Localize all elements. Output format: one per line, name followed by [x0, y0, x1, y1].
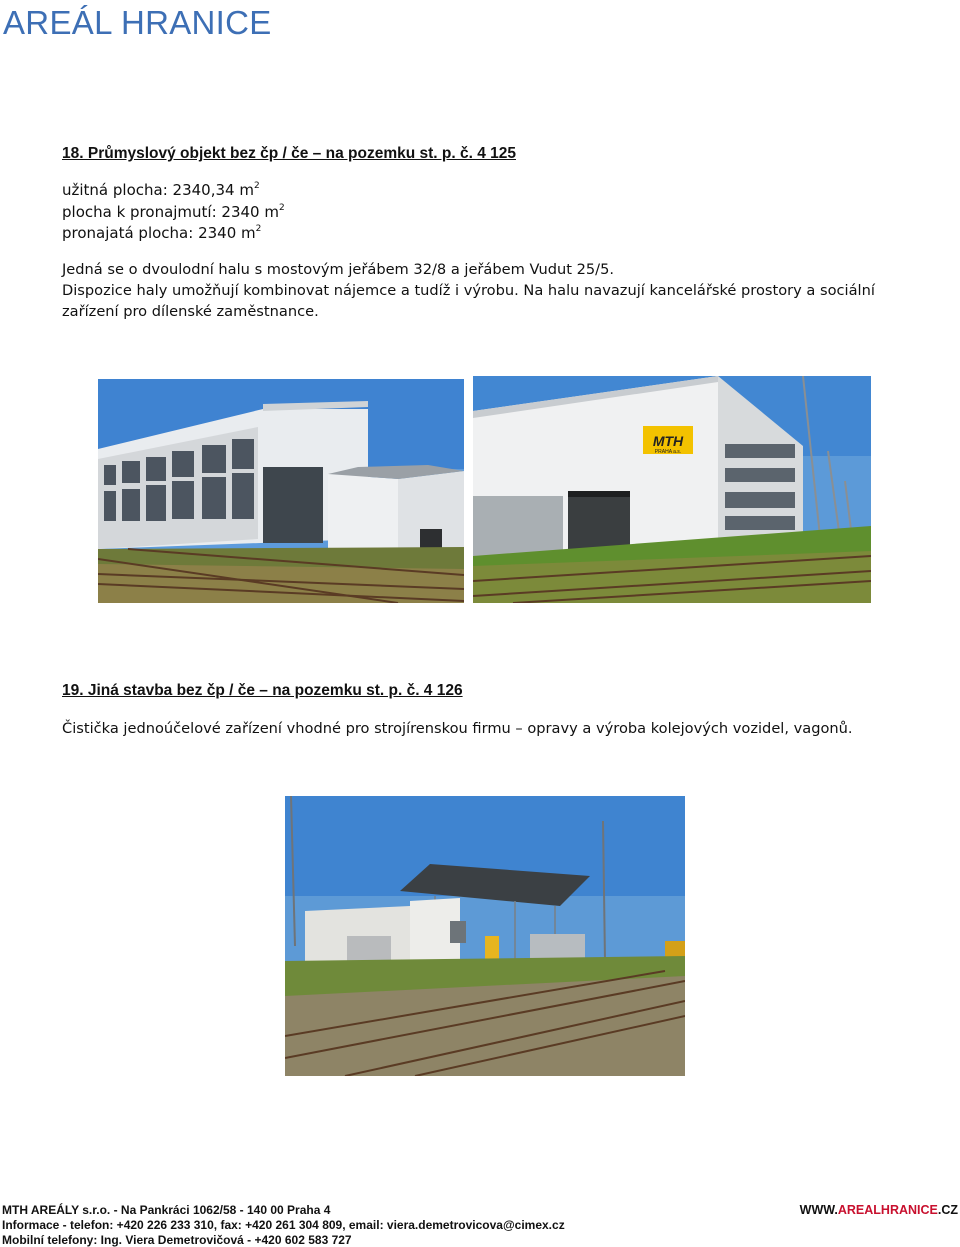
footer-mobile-phones: Mobilní telefony: Ing. Viera Demetrovičová - +420 602 583 727 — [2, 1233, 352, 1247]
mth-logo: MTH — [652, 433, 684, 449]
document-title: AREÁL HRANICE — [3, 4, 272, 41]
footer-address: MTH AREÁLY s.r.o. - Na Pankráci 1062/58 - 140 00 Praha 4 — [2, 1203, 331, 1217]
area-rented: pronajatá plocha: 2340 $m^2$ — [62, 224, 262, 242]
photo-treatment-plant — [285, 796, 685, 1076]
section-19-description: Čistička jednoúčelové zařízení vhodné pro strojírenskou firmu – opravy a výroba kolejových vozidel, vagonů. — [62, 720, 853, 737]
mth-logo-sub: PRAHA a.s. — [654, 449, 682, 455]
photo-hall-entrance — [473, 376, 871, 603]
area-for-rent: plocha k pronajmutí: 2340 $m^2$ — [62, 203, 285, 221]
section-19-heading: 19. Jiná stavba bez čp / če – na pozemku st. p. č. 4 126 — [62, 682, 463, 699]
section-18-description: Jedná se o dvoulodní halu s mostovým jeřábem 32/8 a jeřábem Vudut 25/5. — [62, 261, 615, 278]
photo-hall-exterior — [98, 379, 464, 603]
footer-website-link[interactable]: WWW.AREALHRANICE.CZ — [799, 1203, 958, 1217]
area-usable: užitná plocha: 2340,34 $m^2$ — [62, 181, 260, 199]
section-18-heading: 18. Průmyslový objekt bez čp / če – na pozemku st. p. č. 4 125 — [62, 145, 516, 162]
footer-contact-info: Informace - telefon: +420 226 233 310, fax: +420 261 304 809, email: viera.demetrovicova@cimex.cz — [2, 1218, 565, 1232]
section-18-disposition: Dispozice haly umožňují kombinovat nájemce a tudíž i výrobu. Na halu navazují kancelářské prostory a sociální zařízení pro dílenské zaměstnance. — [62, 282, 875, 320]
